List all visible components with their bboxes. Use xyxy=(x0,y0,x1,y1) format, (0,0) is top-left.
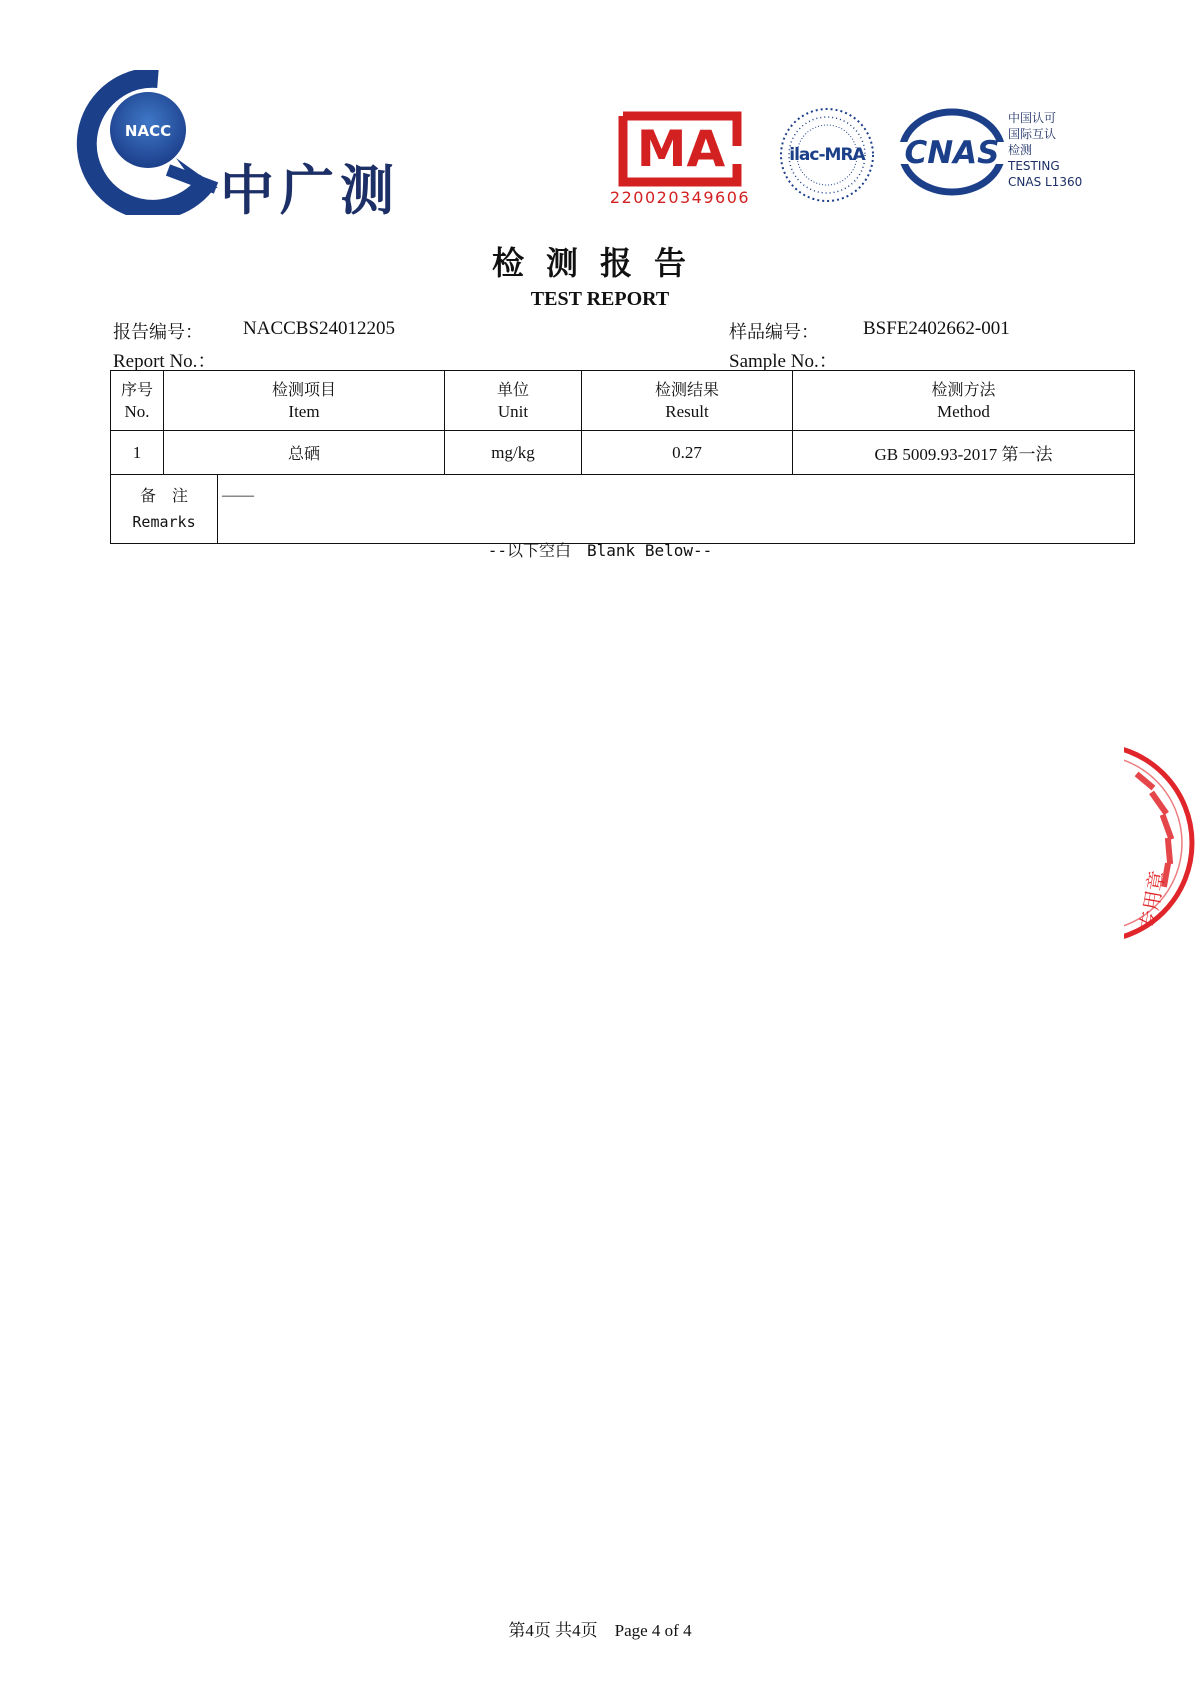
cell-item: 总硒 xyxy=(164,431,445,475)
remarks-label: 备 注 Remarks xyxy=(111,475,218,544)
report-title-en: TEST REPORT xyxy=(530,288,670,310)
cma-number: 220020349606 xyxy=(609,188,751,207)
blank-below-note: --以下空白 Blank Below-- xyxy=(487,541,713,560)
header-item: 检测项目 Item xyxy=(164,371,445,431)
cnas-caption-line: 中国认可 xyxy=(1008,111,1057,125)
cnas-text: CNAS xyxy=(904,135,1000,171)
official-seal xyxy=(1124,738,1200,948)
seal-text: 专用章 xyxy=(1135,868,1170,933)
page-footer: 第4页 共4页 Page 4 of 4 xyxy=(508,1621,692,1640)
cnas-caption-line: CNAS L1360 xyxy=(1008,175,1083,189)
table-row xyxy=(111,431,1135,475)
cell-unit: mg/kg xyxy=(445,431,582,475)
company-name: 中广测 xyxy=(220,159,400,222)
sample-no-label-en: Sample No.： xyxy=(729,351,838,372)
ilac-text: ilac-MRA xyxy=(789,145,865,165)
cell-no: 1 xyxy=(111,431,164,475)
remarks-table xyxy=(110,474,1135,544)
nacc-badge-text: NACC xyxy=(124,122,172,140)
report-no-label-en: Report No.： xyxy=(113,351,217,372)
cell-result: 0.27 xyxy=(582,431,793,475)
ilac-mra-logo xyxy=(776,104,878,206)
cnas-caption-line: 国际互认 xyxy=(1008,127,1057,141)
remarks-row xyxy=(111,475,1135,544)
header-unit: 单位 Unit xyxy=(445,371,582,431)
sample-no-value: BSFE2402662-001 xyxy=(863,318,1010,339)
cma-text: MA xyxy=(636,120,726,178)
header-result: 检测结果 Result xyxy=(582,371,793,431)
cnas-caption-line: TESTING xyxy=(1008,159,1060,173)
report-no-value: NACCBS24012205 xyxy=(243,318,396,339)
report-no-label-cn: 报告编号： xyxy=(113,322,203,343)
table-header-row xyxy=(111,371,1135,431)
report-title-cn: 检测报告 xyxy=(491,244,708,282)
remarks-value: —— xyxy=(218,475,1135,544)
cnas-caption xyxy=(1008,110,1082,190)
results-table xyxy=(110,370,1135,475)
header-no: 序号 No. xyxy=(111,371,164,431)
cma-logo xyxy=(605,104,755,200)
header-method: 检测方法 Method xyxy=(793,371,1135,431)
sample-no-label-cn: 样品编号： xyxy=(729,322,819,343)
cnas-caption-line: 检测 xyxy=(1008,143,1033,157)
cnas-logo xyxy=(896,106,1008,198)
cell-method: GB 5009.93-2017 第一法 xyxy=(793,431,1135,475)
